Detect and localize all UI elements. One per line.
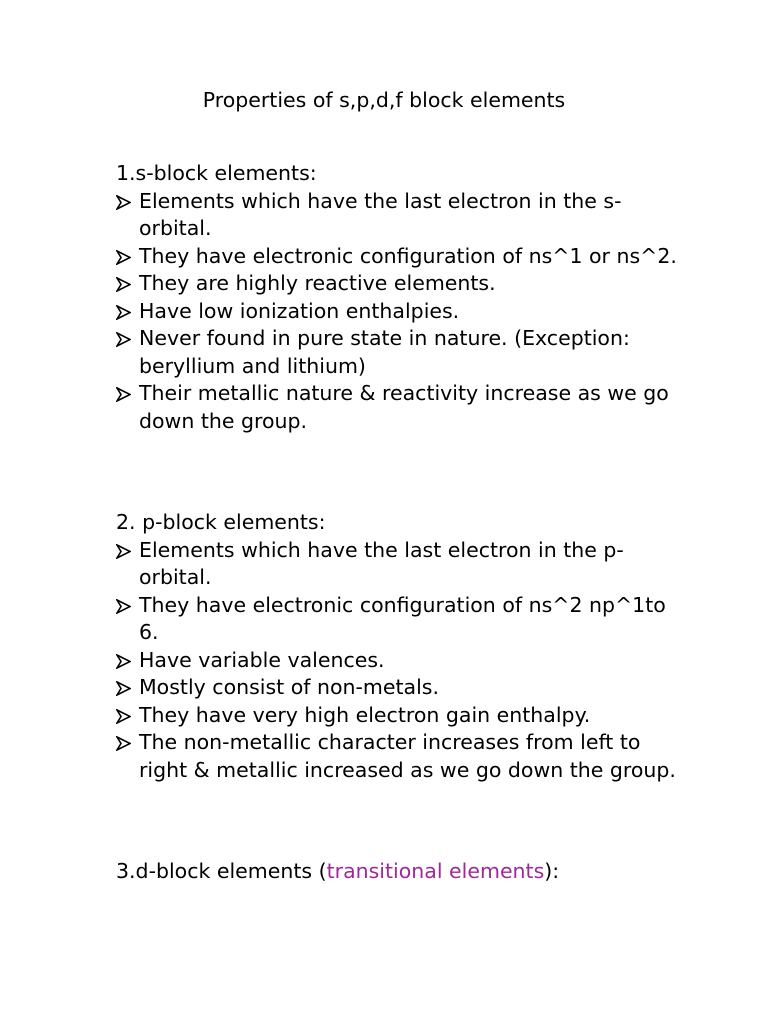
- list-item: [116, 325, 686, 380]
- bullet-text: The non-metallic character increases from left to right & metallic increased as we go down the group.: [139, 730, 676, 782]
- arrow-bullet-icon: [116, 674, 134, 702]
- bullet-text: Never found in pure state in nature. (Exception: beryllium and lithium): [139, 326, 630, 378]
- arrow-bullet-icon: [116, 325, 134, 353]
- list-item: [116, 243, 686, 271]
- section-heading-s-block: 1.s-block elements:: [116, 161, 317, 185]
- bullet-text: Their metallic nature & reactivity increase as we go down the group.: [139, 381, 669, 433]
- bullet-text: Have variable valences.: [139, 647, 385, 672]
- arrow-bullet-icon: [116, 592, 134, 620]
- p-block-bullet-list: [116, 537, 686, 785]
- section-heading-p-block: 2. p-block elements:: [116, 510, 326, 534]
- arrow-bullet-icon: [116, 647, 134, 675]
- arrow-bullet-icon: [116, 380, 134, 408]
- arrow-bullet-icon: [116, 702, 134, 730]
- list-item: [116, 702, 686, 730]
- transitional-elements-link[interactable]: transitional elements: [326, 859, 545, 883]
- document-title: Properties of s,p,d,f block elements: [202, 88, 566, 112]
- list-item: [116, 537, 686, 592]
- s-block-bullet-list: [116, 188, 686, 436]
- bullet-text: They have very high electron gain enthalpy.: [139, 702, 591, 727]
- list-item: [116, 380, 686, 435]
- list-item: [116, 674, 686, 702]
- bullet-text: Elements which have the last electron in the p-orbital.: [139, 537, 624, 589]
- arrow-bullet-icon: [116, 243, 134, 271]
- bullet-text: They have electronic configuration of ns^1 or ns^2.: [139, 243, 677, 268]
- list-item: [116, 270, 686, 298]
- heading-suffix: ):: [544, 859, 560, 883]
- list-item: [116, 298, 686, 326]
- arrow-bullet-icon: [116, 270, 134, 298]
- bullet-text: Mostly consist of non-metals.: [139, 675, 439, 699]
- bullet-text: They have electronic configuration of ns^2 np^1to 6.: [139, 592, 666, 644]
- bullet-text: They are highly reactive elements.: [139, 271, 496, 295]
- list-item: [116, 188, 686, 243]
- list-item: [116, 647, 686, 675]
- section-heading-d-block: [116, 858, 559, 886]
- bullet-text: Elements which have the last electron in the s-orbital.: [139, 188, 622, 240]
- arrow-bullet-icon: [116, 537, 134, 565]
- list-item: [116, 592, 686, 647]
- arrow-bullet-icon: [116, 188, 134, 216]
- arrow-bullet-icon: [116, 298, 134, 326]
- heading-prefix: 3.d-block elements (: [116, 859, 327, 883]
- arrow-bullet-icon: [116, 729, 134, 757]
- list-item: [116, 729, 686, 784]
- bullet-text: Have low ionization enthalpies.: [139, 298, 460, 323]
